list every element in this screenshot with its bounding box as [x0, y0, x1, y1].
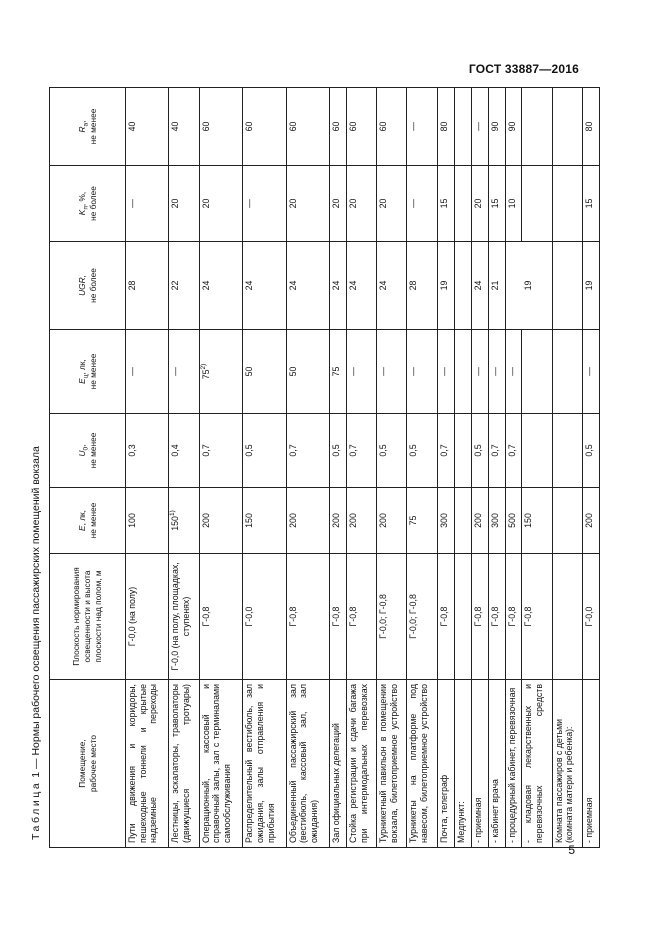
cell-u0: 0,5	[243, 414, 286, 488]
cell-place: Распределительный вестибюль, зал ожидания, залы отправления и прибытия	[243, 680, 286, 848]
cell-kp: 20	[330, 166, 347, 242]
cell-ugr: 24	[347, 242, 377, 330]
cell-empty	[552, 488, 582, 554]
cell-ra: 60	[347, 88, 377, 166]
cell-u0: 0,7	[199, 414, 242, 488]
group-title-children-room: Комната пассажиров с детьми (комната матери и ребенка):	[552, 680, 582, 848]
cell-ugr: 24	[286, 242, 329, 330]
cell-ra: —	[407, 88, 437, 166]
cell-plane: Г-0,0; Г-0,8	[377, 554, 407, 680]
cell-e: 200	[286, 488, 329, 554]
footnote-marker: 1)	[169, 510, 177, 517]
cell-empty	[454, 242, 471, 330]
cell-e: 200	[377, 488, 407, 554]
table-row	[243, 88, 286, 848]
table-caption	[30, 446, 42, 840]
table-row	[582, 88, 599, 848]
cell-u0: 0,7	[347, 414, 377, 488]
cell-ugr: 28	[126, 242, 169, 330]
cell-e: 500	[505, 488, 522, 554]
table-row	[437, 88, 454, 848]
col-header-plane: Плоскость нормирования освещенности и высота плоскости над полом, м	[50, 554, 126, 680]
col-header-u0: $U_0$, не менее	[50, 414, 126, 488]
cell-plane: Г-0,8	[199, 554, 242, 680]
cell-e: 200	[347, 488, 377, 554]
col-header-e: E, лк, не менее	[50, 488, 126, 554]
cell-ugr: 19	[437, 242, 454, 330]
cell-plane: Г-0,8	[437, 554, 454, 680]
cell-place: - приемная	[471, 680, 488, 848]
cell-u0: 0,7	[286, 414, 329, 488]
cell-kp: 20	[347, 166, 377, 242]
table-row	[286, 88, 329, 848]
cell-kp: 20	[471, 166, 488, 242]
cell-empty	[552, 166, 582, 242]
table-row	[505, 88, 522, 848]
col-header-place: Помещение, рабочее место	[50, 680, 126, 848]
table-row	[488, 88, 505, 848]
cell-plane: Г-0,0 (на полу)	[126, 554, 169, 680]
table-header-row	[50, 88, 126, 848]
col-header-ec: $E_ц$, лк, не менее	[50, 330, 126, 414]
cell-u0: 0,5	[471, 414, 488, 488]
cell-ugr: 19	[582, 242, 599, 330]
cell-ugr: 28	[407, 242, 437, 330]
cell-e: 150	[243, 488, 286, 554]
table-row	[347, 88, 377, 848]
rotated-table-block	[25, 88, 600, 848]
cell-ugr: 24	[471, 242, 488, 330]
cell-empty	[454, 414, 471, 488]
caption-text: 1 — Нормы рабочего освещения пассажирских помещений вокзала	[30, 446, 42, 778]
cell-ra: 40	[126, 88, 169, 166]
cell-ec: —	[126, 330, 169, 414]
cell-u0: 0,3	[126, 414, 169, 488]
cell-empty	[454, 88, 471, 166]
group-title-medpunkt: Медпункт:	[454, 680, 471, 848]
page-number: 5	[568, 843, 575, 857]
cell-ra: 60	[286, 88, 329, 166]
cell-empty	[552, 242, 582, 330]
table-row	[522, 88, 552, 848]
cell-e: 200	[471, 488, 488, 554]
cell-place: Пути движения и коридоры, пешеходные тоннели и крытые надземные переходы	[126, 680, 169, 848]
cell-ugr: 24	[330, 242, 347, 330]
cell-place: Стойка регистрации и сдачи багажа при интермодальных перевозках	[347, 680, 377, 848]
footnote-marker: 2)	[199, 363, 207, 370]
cell-kp: —	[126, 166, 169, 242]
cell-ra: 60	[243, 88, 286, 166]
cell-plane: Г-0,8	[488, 554, 505, 680]
cell-place: - приемная	[582, 680, 599, 848]
cell-ra: 80	[582, 88, 599, 166]
table-row	[126, 88, 169, 848]
lighting-norms-table	[49, 87, 600, 848]
cell-ec: —	[407, 330, 437, 414]
cell-empty	[454, 330, 471, 414]
cell-e: 100	[126, 488, 169, 554]
cell-e: 200	[330, 488, 347, 554]
cell-ec: —	[437, 330, 454, 414]
cell-kp: 15	[437, 166, 454, 242]
table-row	[377, 88, 407, 848]
cell-plane: Г-0,0 (на полу, площадках, ступенях)	[169, 554, 199, 680]
table-row	[169, 88, 199, 848]
cell-place: Объединенный пассажирский зал (вестибюль, кассовый зал, зал ожидания)	[286, 680, 329, 848]
cell-kp: —	[243, 166, 286, 242]
table-row	[407, 88, 437, 848]
cell-ugr: 24	[243, 242, 286, 330]
cell-u0: 0,5	[407, 414, 437, 488]
cell-u0: 0,7	[488, 414, 505, 488]
cell-u0: 0,7	[437, 414, 454, 488]
cell-ec: —	[471, 330, 488, 414]
caption-label: Таблица	[30, 780, 42, 840]
cell-empty	[454, 554, 471, 680]
cell-u0: 0,7	[505, 414, 522, 488]
document-code: ГОСТ 33887—2016	[468, 62, 579, 76]
cell-ec: 75$^{2)}$	[199, 330, 242, 414]
cell-place: Лестницы, эскалаторы, траволаторы (движущиеся тротуары)	[169, 680, 199, 848]
cell-kp: 10	[505, 166, 522, 242]
cell-e: 200	[582, 488, 599, 554]
cell-u0	[522, 414, 552, 488]
cell-ra: 90	[505, 88, 522, 166]
cell-ec: 75	[330, 330, 347, 414]
cell-place: - процедурный кабинет, перевязочная	[505, 680, 522, 848]
group-header-row	[552, 88, 582, 848]
cell-ec: —	[505, 330, 522, 414]
cell-plane: Г-0,8	[286, 554, 329, 680]
cell-kp: 20	[286, 166, 329, 242]
cell-ec: 50	[286, 330, 329, 414]
cell-u0: 0,5	[377, 414, 407, 488]
cell-ugr: 24	[377, 242, 407, 330]
cell-place: - кабинет врача	[488, 680, 505, 848]
cell-ra: 80	[437, 88, 454, 166]
cell-e: 300	[488, 488, 505, 554]
col-header-ra: $R_a$, не менее	[50, 88, 126, 166]
cell-ec: —	[582, 330, 599, 414]
table-row	[471, 88, 488, 848]
cell-ra: 90	[488, 88, 505, 166]
cell-e: 75	[407, 488, 437, 554]
cell-ra: —	[471, 88, 488, 166]
cell-ra: 60	[199, 88, 242, 166]
cell-kp: 15	[582, 166, 599, 242]
cell-ec	[522, 330, 552, 414]
cell-ugr: 19	[505, 242, 552, 330]
cell-place: Почта, телеграф	[437, 680, 454, 848]
cell-place: Турникетный павильон в помещении вокзала, билетоприемное устройство	[377, 680, 407, 848]
cell-e: 150	[522, 488, 552, 554]
cell-u0: 0,4	[169, 414, 199, 488]
cell-plane: Г-0,8	[522, 554, 552, 680]
cell-empty	[552, 414, 582, 488]
cell-plane: Г-0,0	[582, 554, 599, 680]
cell-kp: 20	[377, 166, 407, 242]
col-header-ugr: UGR, не более	[50, 242, 126, 330]
cell-ec: —	[347, 330, 377, 414]
cell-empty	[552, 554, 582, 680]
cell-ec: 50	[243, 330, 286, 414]
cell-kp: —	[407, 166, 437, 242]
cell-place: Операционный, кассовый и справочный залы, зал с терминалами самообслуживания	[199, 680, 242, 848]
cell-kp: 15	[488, 166, 505, 242]
cell-ra: 60	[330, 88, 347, 166]
cell-empty	[552, 330, 582, 414]
cell-plane: Г-0,8	[347, 554, 377, 680]
cell-plane: Г-0,0	[243, 554, 286, 680]
cell-plane: Г-0,0; Г-0,8	[407, 554, 437, 680]
cell-e: 150$^{1)}$	[169, 488, 199, 554]
cell-ugr: 22	[169, 242, 199, 330]
table-row	[199, 88, 242, 848]
cell-plane: Г-0,8	[471, 554, 488, 680]
cell-place: Турникеты на платформе под навесом, билетоприемное устройство	[407, 680, 437, 848]
cell-place: - кладовая лекарственных и перевязочных средств	[522, 680, 552, 848]
cell-u0: 0,5	[330, 414, 347, 488]
cell-kp: 20	[169, 166, 199, 242]
cell-e: 300	[437, 488, 454, 554]
cell-plane: Г-0,8	[330, 554, 347, 680]
col-header-kp: $K_п$, %, не более	[50, 166, 126, 242]
cell-ec: —	[169, 330, 199, 414]
cell-empty	[454, 488, 471, 554]
cell-kp	[522, 166, 552, 242]
cell-empty	[552, 88, 582, 166]
cell-empty	[454, 166, 471, 242]
cell-ra: 40	[169, 88, 199, 166]
cell-kp: 20	[199, 166, 242, 242]
group-header-row	[454, 88, 471, 848]
cell-ugr: 21	[488, 242, 505, 330]
cell-e: 200	[199, 488, 242, 554]
cell-ra: 60	[377, 88, 407, 166]
cell-ugr: 24	[199, 242, 242, 330]
cell-ec: —	[488, 330, 505, 414]
cell-ra	[522, 88, 552, 166]
cell-u0: 0,5	[582, 414, 599, 488]
table-row	[330, 88, 347, 848]
cell-place: Зал официальных делегаций	[330, 680, 347, 848]
cell-plane: Г-0,8	[505, 554, 522, 680]
cell-ec: —	[377, 330, 407, 414]
